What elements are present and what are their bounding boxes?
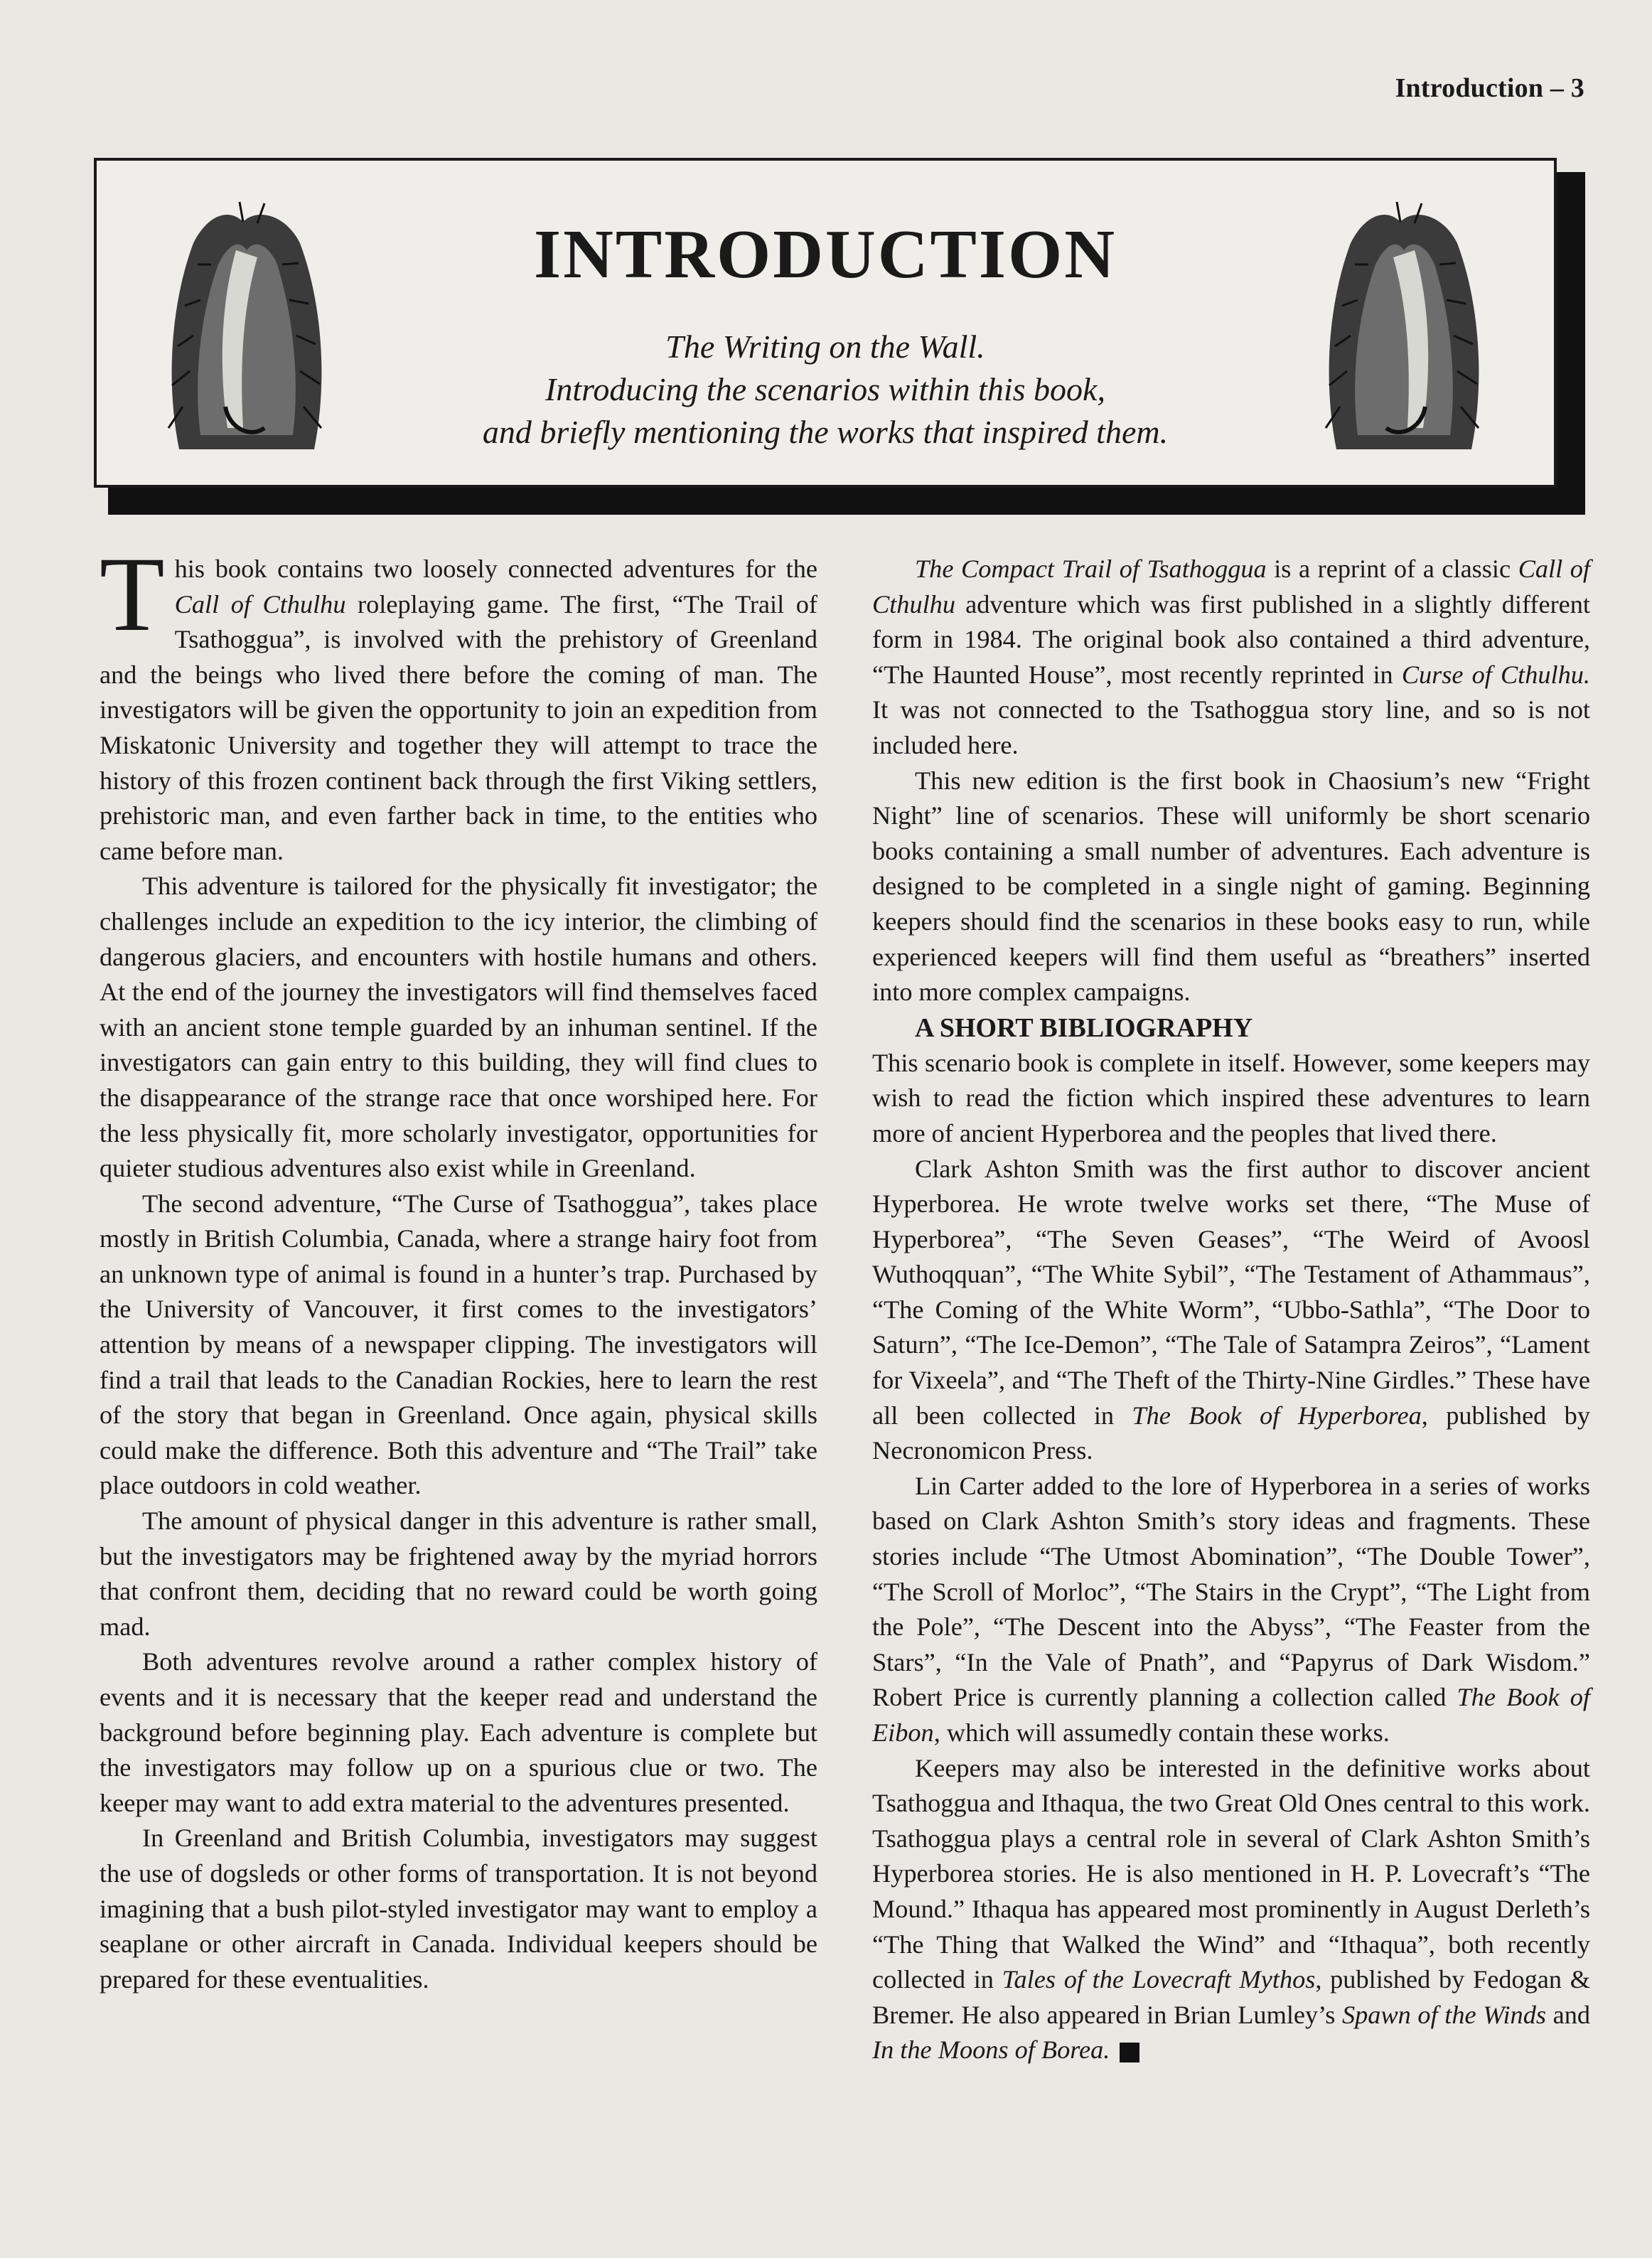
paragraph: This new edition is the first book in Chaosium’s new “Fright Night” line of scenarios. These will uniformly be short scenario books containing a small number of adventures. Each adventure is designed to be completed in a single night of gaming. Beginning keepers should find the scenarios in these books easy to run, while experienced keepers will find them useful as “breathers” inserted into more complex campaigns.: [872, 766, 1590, 1007]
subtitle-line: and briefly mentioning the works that inspired them.: [482, 414, 1169, 450]
subtitle-line: The Writing on the Wall.: [665, 328, 985, 365]
paragraph: In Greenland and British Columbia, investigators may suggest the use of dogsleds or other forms of transportation. It is not beyond imagining that a bush pilot-styled investigator may want to employ a seaplane or other aircraft in Canada. Individual keepers should be prepared for these eventualities.: [100, 1824, 817, 1994]
paragraph: This scenario book is complete in itself. However, some keepers may wish to read the fiction which inspired these adventures to learn more of ancient Hyperborea and the peoples that lived there.: [872, 1048, 1590, 1147]
subtitle-line: Introducing the scenarios within this book,: [545, 371, 1105, 407]
running-head: Introduction – 3: [1395, 73, 1584, 103]
left-column: [100, 535, 818, 1997]
hairy-foot-illustration-icon: [1308, 193, 1500, 456]
drop-cap: T: [100, 535, 165, 653]
paragraph: Lin Carter added to the lore of Hyperborea in a series of works based on Clark Ashton Smith’s story ideas and fragments. These stories include “The Utmost Abomination”, “The Double Tower”, “The Scroll of Morloc”, “The Stairs in the Crypt”, “The Light from the Pole”, “The Descent into the Abyss”, “The Feaster from the Stars”, “In the Vale of Pnath”, and “Papyrus of Dark Wisdom.” Robert Price is currently planning a collection called The Book of Eibon, which will assumedly contain these works.: [872, 1471, 1591, 1747]
paragraph: The Compact Trail of Tsathoggua is a reprint of a classic Call of Cthulhu adventure which was first published in a slightly different form in 1984. The original book also contained a third adventure, “The Haunted House”, most recently reprinted in Curse of Cthulhu. It was not connected to the Tsathoggua story line, and so is not included here.: [872, 555, 1590, 759]
paragraph: Clark Ashton Smith was the first author to discover ancient Hyperborea. He wrote twelve works set there, “The Muse of Hyperborea”, “The Seven Geases”, “The Weird of Avoosl Wuthoqquan”, “The White Sybil”, “The Testament of Athammaus”, “The Coming of the White Worm”, “Ubbo-Sathla”, “The Door to Saturn”, “The Ice-Demon”, “The Tale of Satampra Zeiros”, “Lament for Vixeela”, and “The Theft of the Thirty-Nine Girdles.” These have all been collected in The Book of Hyperborea, published by Necronomicon Press.: [872, 1154, 1590, 1465]
paragraph: The amount of physical danger in this adventure is rather small, but the investigators may be frightened away by the myriad horrors that confront them, deciding that no reward could be worth going mad.: [100, 1507, 817, 1641]
paragraph: Keepers may also be interested in the definitive works about Tsathoggua and Ithaqua, the two Great Old Ones central to this work. Tsathoggua plays a central role in several of Clark Ashton Smith’s Hyperborea stories. He is also mentioned in H. P. Lovecraft’s “The Mound.” Ithaqua has appeared most prominently in August Derleth’s “The Thing that Walked the Wind” and “Ithaqua”, both recently collected in Tales of the Lovecraft Mythos, published by Fedogan & Bremer. He also appeared in Brian Lumley’s Spawn of the Winds and In the Moons of Borea.: [872, 1753, 1591, 2065]
paragraph: This book contains two loosely connected adventures for the Call of Cthulhu roleplaying game. The first, “The Trail of Tsathoggua”, is involved with the prehistory of Greenland and the beings who lived there before the coming of man. The investigators will be given the opportunity to join an expedition from Miskatonic University and together they will attempt to trace the history of this frozen continent back through the first Viking settlers, prehistoric man, and even farther back in time, to the entities who came before man.: [100, 535, 818, 865]
end-mark-icon: [1120, 2043, 1139, 2062]
section-heading: A SHORT BIBLIOGRAPHY: [915, 1012, 1253, 1043]
paragraph: This adventure is tailored for the physically fit investigator; the challenges include an expedition to the icy interior, the climbing of dangerous glaciers, and encounters with hostile humans and others. At the end of the journey the investigators will find themselves faced with an ancient stone temple guarded by an inhuman sentinel. If the investigators can gain entry to this building, they will find clues to the disappearance of the strange race that once worshiped here. For the less physically fit, more scholarly investigator, opportunities for quieter studious adventures also exist while in Greenland.: [100, 872, 817, 1183]
page-title: INTRODUCTION: [533, 216, 1117, 293]
right-column: [872, 552, 1590, 2068]
title-banner: [94, 158, 1557, 488]
paragraph: The second adventure, “The Curse of Tsathoggua”, takes place mostly in British Columbia, Canada, where a strange hairy foot from an unknown type of animal is found in a hunter’s trap. Purchased by the University of Vancouver, it first comes to the investigators’ attention by means of a newspaper clipping. The investigators will find a trail that leads to the Canadian Rockies, here to learn the rest of the story that began in Greenland. Once again, physical skills could make the difference. Both this adventure and “The Trail” take place outdoors in cold weather.: [100, 1189, 817, 1500]
paragraph: Both adventures revolve around a rather complex history of events and it is necessary that the keeper read and understand the background before beginning play. Each adventure is complete but the investigators may follow up on a spurious clue or two. The keeper may want to add extra material to the adventures presented.: [100, 1647, 817, 1817]
